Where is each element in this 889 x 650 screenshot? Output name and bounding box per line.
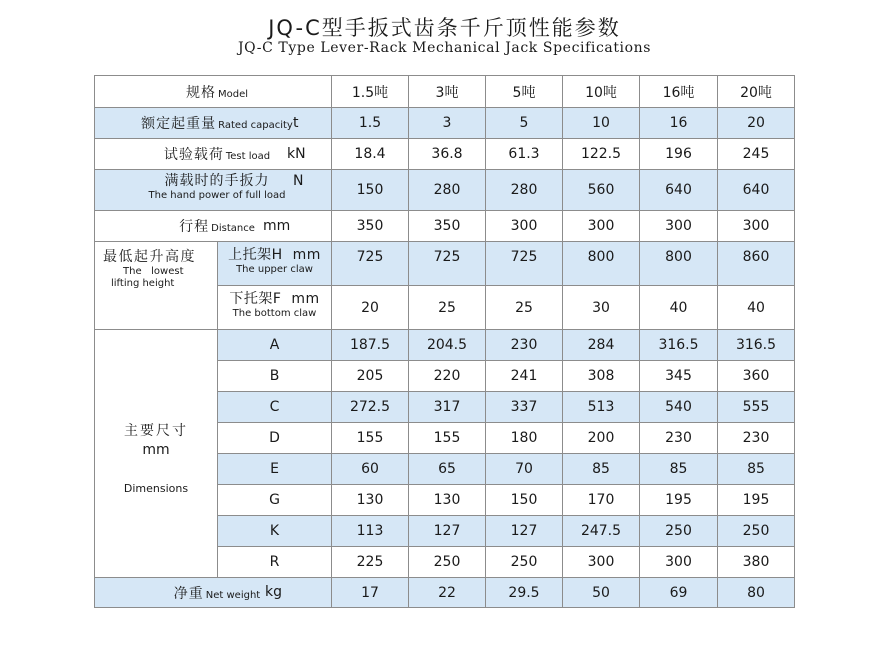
cell: 196	[640, 139, 718, 170]
cell: 272.5	[332, 392, 409, 423]
cell: 380	[718, 547, 795, 578]
hand-label: 满载时的手扳力 The hand power of full load N	[95, 170, 332, 211]
cell: 300	[486, 211, 563, 242]
cell: 10吨	[563, 76, 640, 108]
cell: 225	[332, 547, 409, 578]
cell: 130	[409, 485, 486, 516]
cell: 25	[409, 286, 486, 330]
cell: 200	[563, 423, 640, 454]
cell: 205	[332, 361, 409, 392]
cell: 65	[409, 454, 486, 485]
cell: 250	[718, 516, 795, 547]
cell: 337	[486, 392, 563, 423]
cell: 247.5	[563, 516, 640, 547]
cell: 127	[409, 516, 486, 547]
dim-key: D	[218, 423, 332, 454]
cell: 80	[718, 578, 795, 608]
cell: 800	[640, 242, 718, 286]
row-distance	[95, 211, 795, 242]
cell: 280	[409, 170, 486, 211]
cell: 250	[640, 516, 718, 547]
model-label: 规格 Model	[95, 76, 332, 108]
cell: 317	[409, 392, 486, 423]
cell: 22	[409, 578, 486, 608]
cell: 230	[640, 423, 718, 454]
cell: 30	[563, 286, 640, 330]
row-rated-capacity	[95, 108, 795, 139]
cell: 18.4	[332, 139, 409, 170]
cell: 20吨	[718, 76, 795, 108]
cell: 204.5	[409, 330, 486, 361]
cell: 20	[718, 108, 795, 139]
cell: 40	[640, 286, 718, 330]
cell: 725	[332, 242, 409, 286]
cell: 230	[718, 423, 795, 454]
cell: 250	[409, 547, 486, 578]
cell: 230	[486, 330, 563, 361]
cell: 241	[486, 361, 563, 392]
cell: 316.5	[640, 330, 718, 361]
cell: 300	[563, 547, 640, 578]
cell: 308	[563, 361, 640, 392]
cell: 85	[563, 454, 640, 485]
spec-table	[94, 75, 795, 608]
cell: 300	[718, 211, 795, 242]
dim-key: A	[218, 330, 332, 361]
test-label: 试验载荷 Test load kN	[95, 139, 332, 170]
cell: 860	[718, 242, 795, 286]
cell: 61.3	[486, 139, 563, 170]
cell: 3吨	[409, 76, 486, 108]
cell: 155	[332, 423, 409, 454]
cell: 127	[486, 516, 563, 547]
cell: 20	[332, 286, 409, 330]
title-english: JQ-C Type Lever-Rack Mechanical Jack Specifications	[237, 40, 652, 56]
dim-key: E	[218, 454, 332, 485]
dim-key: C	[218, 392, 332, 423]
cell: 17	[332, 578, 409, 608]
row-dim-a	[95, 330, 795, 361]
net-weight-label: 净重 Net weight kg	[95, 578, 332, 608]
cell: 85	[718, 454, 795, 485]
cell: 50	[563, 578, 640, 608]
cell: 640	[718, 170, 795, 211]
cell: 113	[332, 516, 409, 547]
cell: 245	[718, 139, 795, 170]
cell: 300	[640, 547, 718, 578]
cell: 16	[640, 108, 718, 139]
cell: 513	[563, 392, 640, 423]
cell: 195	[718, 485, 795, 516]
cell: 250	[486, 547, 563, 578]
dim-key: G	[218, 485, 332, 516]
cell: 150	[486, 485, 563, 516]
cell: 800	[563, 242, 640, 286]
dim-key: R	[218, 547, 332, 578]
cell: 725	[486, 242, 563, 286]
cell: 1.5吨	[332, 76, 409, 108]
cell: 155	[409, 423, 486, 454]
cell: 180	[486, 423, 563, 454]
cell: 555	[718, 392, 795, 423]
cell: 5吨	[486, 76, 563, 108]
row-upper-claw	[95, 242, 795, 286]
min-height-label: 最低起升高度 The lowest lifting height	[95, 242, 218, 330]
cell: 350	[409, 211, 486, 242]
cell: 36.8	[409, 139, 486, 170]
distance-label: 行程 Distance mm	[95, 211, 332, 242]
title-chinese: JQ-C型手扳式齿条千斤顶性能参数	[268, 16, 621, 40]
cell: 29.5	[486, 578, 563, 608]
cell: 25	[486, 286, 563, 330]
dimensions-label: 主要尺寸 mm Dimensions	[95, 330, 218, 578]
cell: 640	[640, 170, 718, 211]
cell: 122.5	[563, 139, 640, 170]
bottom-claw-label: 下托架F mm The bottom claw	[218, 286, 332, 330]
row-model	[95, 76, 795, 108]
cell: 16吨	[640, 76, 718, 108]
cell: 5	[486, 108, 563, 139]
cell: 70	[486, 454, 563, 485]
cell: 316.5	[718, 330, 795, 361]
cell: 350	[332, 211, 409, 242]
cell: 40	[718, 286, 795, 330]
cell: 725	[409, 242, 486, 286]
cell: 540	[640, 392, 718, 423]
cell: 280	[486, 170, 563, 211]
dim-key: B	[218, 361, 332, 392]
cell: 1.5	[332, 108, 409, 139]
cell: 345	[640, 361, 718, 392]
cell: 187.5	[332, 330, 409, 361]
cell: 560	[563, 170, 640, 211]
cell: 85	[640, 454, 718, 485]
cell: 150	[332, 170, 409, 211]
row-net-weight	[95, 578, 795, 608]
row-test-load	[95, 139, 795, 170]
rated-label: 额定起重量 Rated capacity t	[95, 108, 332, 139]
cell: 130	[332, 485, 409, 516]
cell: 3	[409, 108, 486, 139]
cell: 195	[640, 485, 718, 516]
upper-claw-label: 上托架H mm The upper claw	[218, 242, 332, 286]
row-hand-power	[95, 170, 795, 211]
dim-key: K	[218, 516, 332, 547]
cell: 284	[563, 330, 640, 361]
cell: 10	[563, 108, 640, 139]
cell: 300	[640, 211, 718, 242]
cell: 300	[563, 211, 640, 242]
cell: 60	[332, 454, 409, 485]
cell: 170	[563, 485, 640, 516]
cell: 220	[409, 361, 486, 392]
cell: 69	[640, 578, 718, 608]
cell: 360	[718, 361, 795, 392]
